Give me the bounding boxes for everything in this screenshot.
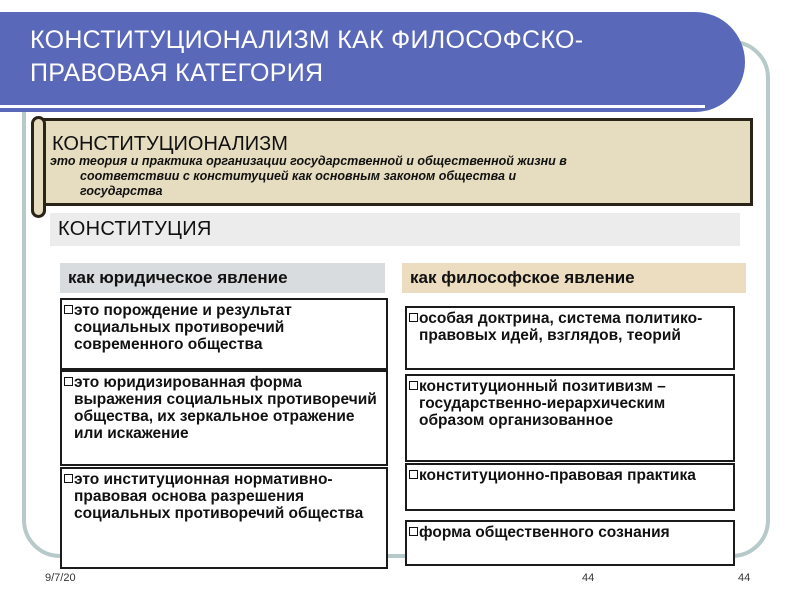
right-item-3 xyxy=(405,463,735,511)
definition-term: КОНСТИТУЦИОНАЛИЗМ xyxy=(52,133,288,155)
checkbox-bullet-icon xyxy=(409,470,418,479)
checkbox-bullet-icon xyxy=(409,527,418,536)
footer-page-right: 44 xyxy=(738,572,751,584)
footer-date: 9/7/20 xyxy=(45,572,76,584)
left-column-header: как юридическое явление xyxy=(60,263,385,293)
checkbox-bullet-icon xyxy=(409,381,418,390)
checkbox-bullet-icon xyxy=(64,305,73,314)
checkbox-bullet-icon xyxy=(409,313,418,322)
right-item-4 xyxy=(405,520,735,566)
definition-line-3: государства xyxy=(80,184,163,198)
left-item-3-text: это институционная нормативно-правовая основа разрешения социальных противоречий общества xyxy=(74,471,364,522)
definition-text xyxy=(50,154,710,199)
checkbox-bullet-icon xyxy=(64,474,73,483)
subject-label: КОНСТИТУЦИЯ xyxy=(58,218,212,240)
right-item-1 xyxy=(405,306,735,370)
left-item-3 xyxy=(60,467,388,569)
right-item-4-text: форма общественного сознания xyxy=(419,524,670,541)
definition-line-1: это теория и практика организации государственной и общественной жизни в xyxy=(50,154,567,168)
slide-title: КОНСТИТУЦИОНАЛИЗМ КАК ФИЛОСОФСКО-ПРАВОВАЯ КАТЕГОРИЯ xyxy=(30,26,584,87)
right-column-header: как философское явление xyxy=(402,263,746,293)
checkbox-bullet-icon xyxy=(64,377,73,386)
right-item-1-text: особая доктрина, система политико-правовых идей, взглядов, теорий xyxy=(419,310,703,344)
left-item-2-text: это юридизированная форма выражения социальных противоречий общества, их зеркальное отражение или искажение xyxy=(74,374,377,442)
title-underline xyxy=(0,105,705,108)
definition-line-2: соответствии с конституцией как основным законом общества и xyxy=(80,169,517,183)
right-item-2 xyxy=(405,374,735,462)
left-item-1-text: это порождение и результат социальных противоречий современного общества xyxy=(74,302,292,353)
footer-page-center: 44 xyxy=(582,572,595,584)
left-item-1 xyxy=(60,298,388,370)
right-item-3-text: конституционно-правовая практика xyxy=(419,467,696,484)
right-item-2-text: конституционный позитивизм – государственно-иерархическим образом организованное xyxy=(419,378,666,429)
scroll-curl-decoration xyxy=(31,116,46,218)
left-item-2 xyxy=(60,370,388,466)
